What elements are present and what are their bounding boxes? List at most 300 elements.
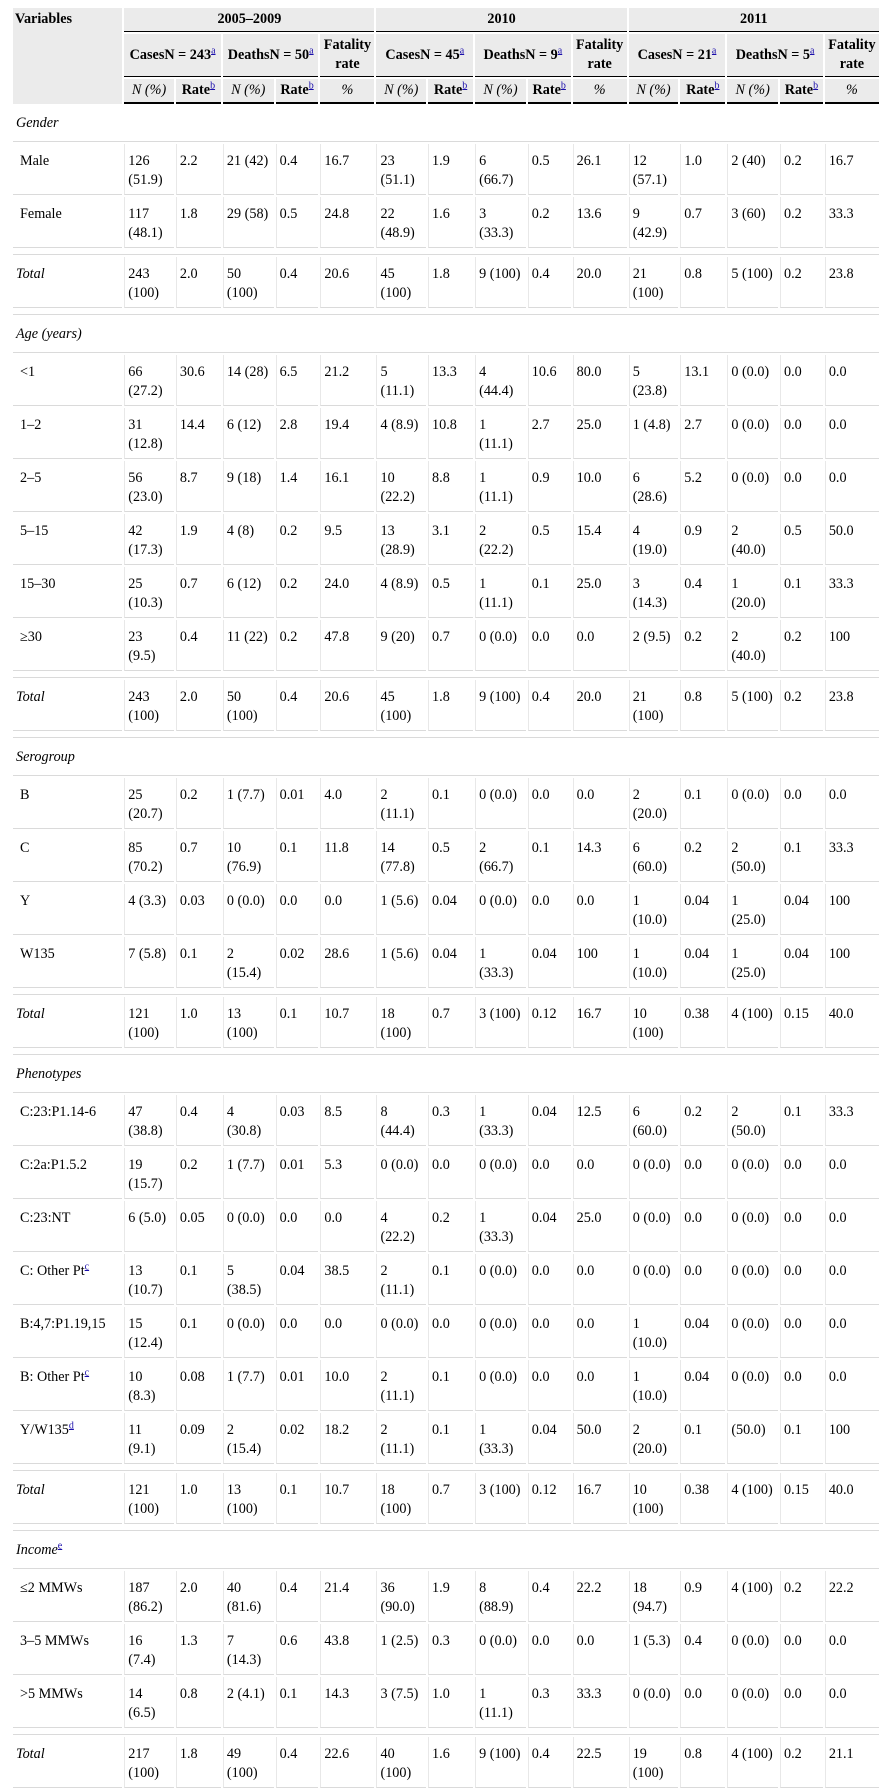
table-cell: 0.1 bbox=[176, 1254, 221, 1305]
row-label bbox=[13, 355, 122, 406]
table-cell: 0.1 bbox=[528, 567, 571, 618]
unit-n-header: N (%) bbox=[124, 79, 174, 104]
table-cell: 11.8 bbox=[320, 831, 374, 882]
table-cell: 14.4 bbox=[176, 408, 221, 459]
table-cell: 10.6 bbox=[528, 355, 571, 406]
table-cell: 0.1 bbox=[428, 1254, 473, 1305]
table-cell: 0.0 bbox=[528, 1148, 571, 1199]
total-row bbox=[13, 680, 879, 731]
total-cell: 0.4 bbox=[276, 257, 319, 308]
table-cell: 0.4 bbox=[680, 567, 725, 618]
table-cell: 4 (8.9) bbox=[376, 408, 426, 459]
table-cell: 0.0 bbox=[573, 1148, 627, 1199]
table-cell: 25 (20.7) bbox=[124, 778, 174, 829]
section-title bbox=[13, 106, 879, 142]
table-cell: 0.04 bbox=[780, 937, 823, 988]
table-cell: 0 (0.0) bbox=[727, 1254, 778, 1305]
row-label-text: C:23:NT bbox=[20, 1210, 71, 1226]
section-title-label-footnote: e bbox=[57, 1540, 63, 1552]
total-cell: 5 (100) bbox=[727, 257, 778, 308]
table-cell: 0.04 bbox=[428, 937, 473, 988]
unit-rate-footnote: b bbox=[462, 80, 468, 92]
unit-rate-footnote: b bbox=[308, 80, 314, 92]
unit-pct-header: % bbox=[825, 79, 879, 104]
cases-header bbox=[629, 34, 726, 77]
table-cell: 0 (0.0) bbox=[223, 1201, 274, 1252]
unit-n-header: N (%) bbox=[223, 79, 274, 104]
total-cell: 1.0 bbox=[176, 997, 221, 1048]
deaths-header-label-footnote: a bbox=[557, 44, 563, 56]
spacer-row bbox=[13, 1050, 879, 1055]
table-cell: 33.3 bbox=[573, 1677, 627, 1728]
table-cell: 22.2 bbox=[825, 1571, 879, 1622]
table-cell: 0.0 bbox=[428, 1148, 473, 1199]
table-cell: 40 (81.6) bbox=[223, 1571, 274, 1622]
table-cell: 2 (20.0) bbox=[629, 1413, 679, 1464]
total-cell: 3 (100) bbox=[475, 1473, 526, 1524]
cases-header-label-footnote: a bbox=[459, 44, 465, 56]
table-cell: 0.2 bbox=[276, 567, 319, 618]
total-cell: 13 (100) bbox=[223, 997, 274, 1048]
row-label-text: 1–2 bbox=[20, 417, 42, 433]
table-cell: 0.0 bbox=[528, 1360, 571, 1411]
total-cell: 0.7 bbox=[428, 997, 473, 1048]
cases-header bbox=[376, 34, 473, 77]
table-cell: 0.2 bbox=[680, 1095, 725, 1146]
table-row bbox=[13, 197, 879, 248]
cases-header-label-footnote: a bbox=[711, 44, 717, 56]
total-cell: 10.7 bbox=[320, 1473, 374, 1524]
table-cell: 0.0 bbox=[573, 778, 627, 829]
table-cell: 0.1 bbox=[176, 1307, 221, 1358]
table-row bbox=[13, 144, 879, 195]
table-cell: 0.1 bbox=[780, 1413, 823, 1464]
row-label-text-footnote: c bbox=[84, 1261, 90, 1273]
unit-n-header: N (%) bbox=[727, 79, 778, 104]
table-cell: 2 (50.0) bbox=[727, 1095, 778, 1146]
table-cell: 2 (22.2) bbox=[475, 514, 526, 565]
table-cell: 0.2 bbox=[680, 620, 725, 671]
table-cell: 7 (14.3) bbox=[223, 1624, 274, 1675]
total-cell: 4 (100) bbox=[727, 1737, 778, 1788]
table-cell: 31 (12.8) bbox=[124, 408, 174, 459]
table-cell: 0.0 bbox=[320, 884, 374, 935]
row-label bbox=[13, 1413, 122, 1464]
table-cell: 0.2 bbox=[276, 514, 319, 565]
total-cell: 0.2 bbox=[780, 257, 823, 308]
table-row bbox=[13, 1571, 879, 1622]
total-cell: 23.8 bbox=[825, 680, 879, 731]
total-cell: 1.8 bbox=[428, 680, 473, 731]
table-cell: 1 (2.5) bbox=[376, 1624, 426, 1675]
table-cell: 2.7 bbox=[528, 408, 571, 459]
table-cell: 0.0 bbox=[528, 620, 571, 671]
table-cell: 0.0 bbox=[573, 884, 627, 935]
group-header-2011: 2011 bbox=[629, 8, 879, 32]
table-cell: 0.4 bbox=[276, 1571, 319, 1622]
section-title bbox=[13, 740, 879, 776]
unit-rate-header bbox=[528, 79, 571, 104]
table-cell: 0 (0.0) bbox=[376, 1148, 426, 1199]
total-row bbox=[13, 257, 879, 308]
total-cell: 0.1 bbox=[276, 997, 319, 1048]
table-cell: 15.4 bbox=[573, 514, 627, 565]
total-cell: 3 (100) bbox=[475, 997, 526, 1048]
table-cell: 2 (11.1) bbox=[376, 1413, 426, 1464]
total-cell: 18 (100) bbox=[376, 1473, 426, 1524]
table-cell: 0 (0.0) bbox=[727, 461, 778, 512]
table-cell: 0.0 bbox=[780, 1677, 823, 1728]
table-cell: 117 (48.1) bbox=[124, 197, 174, 248]
total-cell: 243 (100) bbox=[124, 257, 174, 308]
table-cell: 1 (11.1) bbox=[475, 408, 526, 459]
table-cell: 0.5 bbox=[428, 567, 473, 618]
table-cell: 38.5 bbox=[320, 1254, 374, 1305]
total-cell: 20.0 bbox=[573, 257, 627, 308]
row-label-text: C bbox=[20, 840, 30, 856]
total-cell: 0.38 bbox=[680, 1473, 725, 1524]
table-cell: 0.1 bbox=[780, 1095, 823, 1146]
table-cell: 0 (0.0) bbox=[475, 1254, 526, 1305]
table-cell: 0.0 bbox=[428, 1307, 473, 1358]
table-cell: 0.09 bbox=[176, 1413, 221, 1464]
table-header bbox=[13, 8, 879, 104]
row-label-text: Y/W135 bbox=[20, 1422, 69, 1438]
total-cell: 21 (100) bbox=[629, 680, 679, 731]
table-cell: 6 (60.0) bbox=[629, 831, 679, 882]
row-label-text: 3–5 MMWs bbox=[20, 1633, 89, 1649]
fatality-header: Fatality rate bbox=[573, 34, 627, 77]
table-cell: 0.5 bbox=[780, 514, 823, 565]
table-cell: 50.0 bbox=[573, 1413, 627, 1464]
table-cell: 0.05 bbox=[176, 1201, 221, 1252]
table-cell: 0.0 bbox=[573, 620, 627, 671]
total-cell: 45 (100) bbox=[376, 680, 426, 731]
table-row bbox=[13, 1360, 879, 1411]
table-row bbox=[13, 620, 879, 671]
table-cell: 21.4 bbox=[320, 1571, 374, 1622]
spacer-row bbox=[13, 310, 879, 315]
table-row bbox=[13, 1677, 879, 1728]
table-cell: 36 (90.0) bbox=[376, 1571, 426, 1622]
table-row bbox=[13, 884, 879, 935]
table-cell: 0.0 bbox=[680, 1254, 725, 1305]
table-cell: 100 bbox=[825, 937, 879, 988]
table-cell: 21.2 bbox=[320, 355, 374, 406]
deaths-header bbox=[727, 34, 823, 77]
table-cell: 0 (0.0) bbox=[727, 1307, 778, 1358]
table-cell: 13 (10.7) bbox=[124, 1254, 174, 1305]
total-cell: 0.4 bbox=[528, 1737, 571, 1788]
table-cell: 0.0 bbox=[276, 884, 319, 935]
total-cell: 50 (100) bbox=[223, 257, 274, 308]
unit-n-header: N (%) bbox=[629, 79, 679, 104]
table-cell: 0.9 bbox=[528, 461, 571, 512]
table-cell: 4 (30.8) bbox=[223, 1095, 274, 1146]
table-cell: 0.3 bbox=[428, 1624, 473, 1675]
table-cell: 0.1 bbox=[780, 567, 823, 618]
table-cell: 0.0 bbox=[528, 1624, 571, 1675]
spacer-row bbox=[13, 990, 879, 995]
section-title-label: Phenotypes bbox=[16, 1066, 82, 1082]
table-cell: 0.3 bbox=[528, 1677, 571, 1728]
table-cell: 1 (4.8) bbox=[629, 408, 679, 459]
unit-rate-footnote: b bbox=[813, 80, 819, 92]
table-cell: 0.0 bbox=[680, 1148, 725, 1199]
row-label-text: B: Other Pt bbox=[20, 1369, 85, 1385]
section-title-label: Gender bbox=[16, 115, 59, 131]
table-cell: 25.0 bbox=[573, 1201, 627, 1252]
table-cell: 0.0 bbox=[528, 1254, 571, 1305]
table-cell: 3 (60) bbox=[727, 197, 778, 248]
table-cell: 30.6 bbox=[176, 355, 221, 406]
table-cell: 0.02 bbox=[276, 1413, 319, 1464]
table-cell: 4 (22.2) bbox=[376, 1201, 426, 1252]
table-cell: 14 (77.8) bbox=[376, 831, 426, 882]
table-cell: 0 (0.0) bbox=[727, 778, 778, 829]
table-cell: 0.1 bbox=[276, 831, 319, 882]
table-cell: 0.0 bbox=[780, 1360, 823, 1411]
table-cell: 10.0 bbox=[320, 1360, 374, 1411]
spacer-row bbox=[13, 1730, 879, 1735]
section-title bbox=[13, 1533, 879, 1569]
row-label-text: B bbox=[20, 787, 30, 803]
row-label bbox=[13, 1677, 122, 1728]
spacer-row bbox=[13, 250, 879, 255]
table-cell: 22.2 bbox=[573, 1571, 627, 1622]
table-cell: 0.0 bbox=[680, 1201, 725, 1252]
row-label bbox=[13, 884, 122, 935]
table-cell: 2 (20.0) bbox=[629, 778, 679, 829]
total-cell: 0.1 bbox=[276, 1473, 319, 1524]
total-cell: 40.0 bbox=[825, 997, 879, 1048]
row-label bbox=[13, 514, 122, 565]
total-cell: 21 (100) bbox=[629, 257, 679, 308]
table-row bbox=[13, 778, 879, 829]
row-label-text: 5–15 bbox=[20, 523, 49, 539]
table-cell: 0.0 bbox=[825, 355, 879, 406]
table-row bbox=[13, 514, 879, 565]
table-cell: 8 (88.9) bbox=[475, 1571, 526, 1622]
table-cell: 26.1 bbox=[573, 144, 627, 195]
table-cell: 0.1 bbox=[176, 937, 221, 988]
table-cell: 1 (10.0) bbox=[629, 937, 679, 988]
table-cell: 0 (0.0) bbox=[475, 778, 526, 829]
table-cell: 11 (9.1) bbox=[124, 1413, 174, 1464]
table-cell: 0 (0.0) bbox=[727, 1201, 778, 1252]
unit-rate-footnote: b bbox=[210, 80, 216, 92]
unit-pct-header: % bbox=[573, 79, 627, 104]
table-cell: 12 (57.1) bbox=[629, 144, 679, 195]
table-cell: 0.0 bbox=[780, 1148, 823, 1199]
table-cell: 0.5 bbox=[276, 197, 319, 248]
row-label bbox=[13, 408, 122, 459]
table-cell: 0.4 bbox=[680, 1624, 725, 1675]
row-label-text: >5 MMWs bbox=[20, 1686, 83, 1702]
total-cell: 40.0 bbox=[825, 1473, 879, 1524]
total-label: Total bbox=[13, 680, 122, 731]
table-cell: 0.0 bbox=[780, 461, 823, 512]
total-cell: 10.7 bbox=[320, 997, 374, 1048]
table-cell: 10 (22.2) bbox=[376, 461, 426, 512]
table-cell: 1 (33.3) bbox=[475, 937, 526, 988]
table-cell: 0.0 bbox=[780, 408, 823, 459]
table-cell: 5.3 bbox=[320, 1148, 374, 1199]
table-cell: 0.7 bbox=[176, 567, 221, 618]
table-cell: 14.3 bbox=[320, 1677, 374, 1728]
table-cell: 1 (5.6) bbox=[376, 884, 426, 935]
total-row bbox=[13, 997, 879, 1048]
deaths-header-label: DeathsN = 9 bbox=[483, 46, 558, 63]
total-cell: 40 (100) bbox=[376, 1737, 426, 1788]
table-cell: 1 (25.0) bbox=[727, 937, 778, 988]
table-cell: 0.0 bbox=[680, 1677, 725, 1728]
table-cell: 0.0 bbox=[825, 1148, 879, 1199]
table-cell: 33.3 bbox=[825, 197, 879, 248]
total-cell: 0.4 bbox=[528, 257, 571, 308]
unit-rate-footnote: b bbox=[560, 80, 566, 92]
cases-header-label-footnote: a bbox=[211, 44, 216, 56]
table-cell: 0.9 bbox=[680, 1571, 725, 1622]
row-label bbox=[13, 778, 122, 829]
table-cell: 0.04 bbox=[780, 884, 823, 935]
row-label-text-footnote: d bbox=[68, 1420, 74, 1432]
deaths-header-label: DeathsN = 5 bbox=[735, 46, 810, 63]
cases-header-label: CasesN = 21 bbox=[637, 46, 712, 63]
unit-rate-footnote: b bbox=[714, 80, 720, 92]
row-label bbox=[13, 461, 122, 512]
unit-rate-header bbox=[680, 79, 725, 104]
table-cell: 1 (5.3) bbox=[629, 1624, 679, 1675]
table-cell: 0.1 bbox=[428, 1360, 473, 1411]
table-cell: 0.04 bbox=[528, 1201, 571, 1252]
table-cell: 0.1 bbox=[428, 778, 473, 829]
table-cell: 33.3 bbox=[825, 831, 879, 882]
table-cell: 66 (27.2) bbox=[124, 355, 174, 406]
table-cell: 6.5 bbox=[276, 355, 319, 406]
table-cell: 0.01 bbox=[276, 778, 319, 829]
group-header-2005-2009: 2005–2009 bbox=[124, 8, 374, 32]
section-title-label: Income bbox=[16, 1542, 58, 1558]
table-cell: 126 (51.9) bbox=[124, 144, 174, 195]
table-row bbox=[13, 831, 879, 882]
table-cell: 0.0 bbox=[780, 1201, 823, 1252]
row-label bbox=[13, 1148, 122, 1199]
table-cell: 2 (15.4) bbox=[223, 937, 274, 988]
table-cell: 1.6 bbox=[428, 197, 473, 248]
table-cell: 0.04 bbox=[276, 1254, 319, 1305]
table-cell: 3 (14.3) bbox=[629, 567, 679, 618]
table-cell: 6 (66.7) bbox=[475, 144, 526, 195]
total-cell: 22.5 bbox=[573, 1737, 627, 1788]
row-label-text: Y bbox=[20, 893, 31, 909]
total-cell: 1.8 bbox=[176, 1737, 221, 1788]
row-label bbox=[13, 1360, 122, 1411]
table-cell: 0.0 bbox=[573, 1360, 627, 1411]
spacer-row bbox=[13, 673, 879, 678]
variables-header: Variables bbox=[13, 8, 122, 104]
table-cell: 0.02 bbox=[276, 937, 319, 988]
total-cell: 19 (100) bbox=[629, 1737, 679, 1788]
table-cell: 0.2 bbox=[780, 197, 823, 248]
table-cell: 100 bbox=[573, 937, 627, 988]
total-cell: 0.8 bbox=[680, 257, 725, 308]
table-cell: 42 (17.3) bbox=[124, 514, 174, 565]
unit-rate-label: Rate bbox=[686, 82, 715, 98]
table-cell: 2 (50.0) bbox=[727, 831, 778, 882]
total-cell: 22.6 bbox=[320, 1737, 374, 1788]
table-cell: 0.0 bbox=[825, 1201, 879, 1252]
table-cell: 0.1 bbox=[780, 831, 823, 882]
table-cell: 5 (11.1) bbox=[376, 355, 426, 406]
total-cell: 1.8 bbox=[428, 257, 473, 308]
table-cell: 100 bbox=[825, 1413, 879, 1464]
table-cell: 0 (0.0) bbox=[629, 1254, 679, 1305]
table-cell: 2 (4.1) bbox=[223, 1677, 274, 1728]
table-cell: 0.0 bbox=[528, 884, 571, 935]
total-cell: 23.8 bbox=[825, 257, 879, 308]
group-header-2010: 2010 bbox=[376, 8, 626, 32]
total-cell: 18 (100) bbox=[376, 997, 426, 1048]
table-cell: 0.2 bbox=[780, 1571, 823, 1622]
table-cell: 15 (12.4) bbox=[124, 1307, 174, 1358]
table-cell: 47.8 bbox=[320, 620, 374, 671]
table-row bbox=[13, 355, 879, 406]
total-cell: 1.0 bbox=[176, 1473, 221, 1524]
table-cell: 10 (8.3) bbox=[124, 1360, 174, 1411]
fatality-header: Fatality rate bbox=[825, 34, 879, 77]
table-cell: 10 (76.9) bbox=[223, 831, 274, 882]
table-cell: 25.0 bbox=[573, 567, 627, 618]
spacer-row bbox=[13, 1526, 879, 1531]
table-cell: 16.7 bbox=[825, 144, 879, 195]
table-cell: 0.4 bbox=[176, 1095, 221, 1146]
table-cell: 1 (20.0) bbox=[727, 567, 778, 618]
table-cell: 13.6 bbox=[573, 197, 627, 248]
table-cell: 0.0 bbox=[528, 778, 571, 829]
table-cell: 8.7 bbox=[176, 461, 221, 512]
total-cell: 0.38 bbox=[680, 997, 725, 1048]
total-cell: 50 (100) bbox=[223, 680, 274, 731]
total-label: Total bbox=[13, 1473, 122, 1524]
total-cell: 0.2 bbox=[780, 680, 823, 731]
table-cell: 11 (22) bbox=[223, 620, 274, 671]
table-cell: 0.04 bbox=[528, 937, 571, 988]
unit-rate-label: Rate bbox=[433, 82, 463, 98]
unit-rate-header bbox=[780, 79, 823, 104]
unit-rate-label: Rate bbox=[280, 82, 309, 98]
table-cell: 1.0 bbox=[428, 1677, 473, 1728]
unit-rate-label: Rate bbox=[181, 82, 211, 98]
table-cell: 18 (94.7) bbox=[629, 1571, 679, 1622]
table-cell: 0.0 bbox=[825, 1360, 879, 1411]
table-cell: 1 (11.1) bbox=[475, 567, 526, 618]
total-cell: 4 (100) bbox=[727, 997, 778, 1048]
table-cell: 12.5 bbox=[573, 1095, 627, 1146]
table-cell: 6 (12) bbox=[223, 408, 274, 459]
table-cell: 0.9 bbox=[680, 514, 725, 565]
table-cell: 16 (7.4) bbox=[124, 1624, 174, 1675]
table-cell: 6 (12) bbox=[223, 567, 274, 618]
row-label-text: W135 bbox=[20, 946, 55, 962]
table-cell: 0.0 bbox=[825, 778, 879, 829]
table-cell: 0 (0.0) bbox=[629, 1201, 679, 1252]
table-cell: 1 (7.7) bbox=[223, 1148, 274, 1199]
table-cell: 187 (86.2) bbox=[124, 1571, 174, 1622]
table-cell: 0.04 bbox=[680, 1307, 725, 1358]
table-row bbox=[13, 567, 879, 618]
row-label bbox=[13, 937, 122, 988]
